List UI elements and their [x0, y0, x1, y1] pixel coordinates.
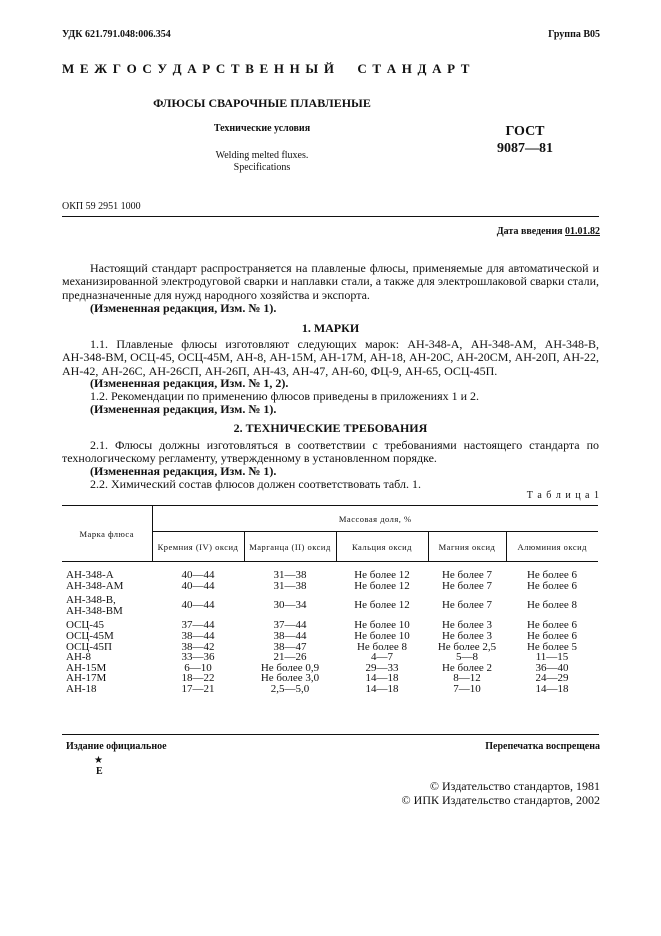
- brand-cell: АН-15М: [66, 661, 107, 674]
- value-cell: 38—47: [273, 640, 307, 653]
- value-cell: 14—18: [535, 682, 569, 695]
- section1-heading: 1. МАРКИ: [301, 321, 360, 335]
- composition-table: [62, 505, 598, 695]
- value-cell: 37—44: [181, 619, 215, 632]
- section1-edit1: (Измененная редакция, Изм. № 1, 2).: [90, 376, 289, 390]
- table-caption: Т а б л и ц а 1: [526, 490, 600, 501]
- value-cell: 7—10: [453, 682, 481, 695]
- value-cell: Не более 12: [354, 579, 410, 592]
- value-cell: 40—44: [181, 579, 215, 592]
- value-cell: 4—7: [371, 651, 393, 664]
- value-cell: Не более 12: [336, 562, 428, 581]
- footer-divider: [62, 734, 599, 735]
- header-divider: [62, 216, 599, 217]
- value-cell: Не более 3: [441, 629, 493, 642]
- page-subtitle: Технические условия: [213, 123, 311, 134]
- table-row: [62, 684, 598, 695]
- value-cell: Не более 2,5: [437, 640, 497, 653]
- intro-date-label: Дата введения: [496, 226, 565, 237]
- table-row: [62, 591, 598, 616]
- table-row: [62, 562, 598, 581]
- intro-date: [497, 226, 600, 237]
- english-title-line1: Welding melted fluxes.: [215, 150, 309, 161]
- value-cell: Не более 3,0: [260, 672, 320, 685]
- table-row: [62, 631, 598, 642]
- column-header-aluminum: Алюминия оксид: [506, 532, 598, 562]
- value-cell: Не более 3: [441, 619, 493, 632]
- section1-paragraph1: 1.1. Плавленые флюсы изготовляют следующих марок: АН-348-А, АН-348-АМ, АН-348-В, АН-348-ВМ, ОСЦ-45, ОСЦ-45М, АН-8, АН-15М, АН-17М, АН-18, АН-20С, АН-20СМ, АН-20П, АН-22, АН-42, АН-26С, АН-26СП, АН-26П, АН-43, АН-47, АН-60, ФЦ-9, АН-65, ОСЦ-45П.: [62, 337, 599, 378]
- value-cell: 5—8: [456, 651, 478, 664]
- brand-cell: ОСЦ-45П: [66, 640, 112, 653]
- gost-label: ГОСТ: [505, 124, 545, 139]
- section2-paragraph2: 2.2. Химический состав флюсов должен соответствовать табл. 1.: [90, 477, 421, 491]
- column-header-manganese: Марганца (II) оксид: [244, 532, 336, 562]
- page-title: ФЛЮСЫ СВАРОЧНЫЕ ПЛАВЛЕНЫЕ: [153, 96, 371, 110]
- value-cell: Не более 7: [441, 579, 493, 592]
- value-cell: 14—18: [365, 672, 399, 685]
- value-cell: 18—22: [181, 672, 215, 685]
- copyright-1981: © Издательство стандартов, 1981: [429, 779, 600, 793]
- star-mark: ★: [94, 755, 103, 766]
- value-cell: 30—34: [273, 599, 307, 612]
- value-cell: Не более 5: [526, 640, 578, 653]
- value-cell: 38—44: [273, 629, 307, 642]
- brand-cell: ОСЦ-45: [66, 619, 105, 632]
- value-cell: 38—42: [181, 640, 215, 653]
- intro-date-value: 01.01.82: [565, 226, 600, 237]
- value-cell: Не более 10: [354, 619, 410, 632]
- value-cell: Не более 6: [526, 629, 578, 642]
- value-cell: 6—10: [184, 661, 212, 674]
- english-title-line2: Specifications: [233, 162, 291, 173]
- value-cell: Не более 12: [354, 599, 410, 612]
- value-cell: 37—44: [273, 619, 307, 632]
- brand-cell: АН-348-АМ: [66, 579, 124, 592]
- table-row: [62, 673, 598, 684]
- udk-code: УДК 621.791.048:006.354: [62, 29, 171, 40]
- brand-cell: АН-348-В, АН-348-ВМ: [66, 594, 123, 617]
- table-row: [62, 652, 598, 663]
- column-header-magnesium: Магния оксид: [428, 532, 506, 562]
- column-group-header: Массовая доля, %: [152, 506, 598, 532]
- value-cell: 17—21: [181, 682, 215, 695]
- edition-letter: Е: [96, 766, 103, 777]
- value-cell: Не более 6: [526, 579, 578, 592]
- value-cell: 8—12: [453, 672, 481, 685]
- brand-cell: АН-8: [66, 651, 92, 664]
- value-cell: 31—38: [244, 562, 336, 581]
- brand-cell: ОСЦ-45М: [66, 629, 114, 642]
- value-cell: 2,5—5,0: [270, 682, 310, 695]
- gost-number: 9087—81: [497, 141, 553, 156]
- value-cell: 40—44: [152, 562, 244, 581]
- value-cell: Не более 7: [441, 599, 493, 612]
- value-cell: 36—40: [535, 661, 569, 674]
- value-cell: 33—36: [181, 651, 215, 664]
- value-cell: 21—26: [273, 651, 307, 664]
- value-cell: Не более 6: [506, 562, 598, 581]
- value-cell: Не более 6: [526, 619, 578, 632]
- brand-cell: АН-17М: [66, 672, 107, 685]
- section1-edit2: (Измененная редакция, Изм. № 1).: [90, 402, 277, 416]
- value-cell: 24—29: [535, 672, 569, 685]
- value-cell: 38—44: [181, 629, 215, 642]
- value-cell: Не более 7: [428, 562, 506, 581]
- copyright-2002: © ИПК Издательство стандартов, 2002: [401, 793, 600, 807]
- value-cell: 11—15: [535, 651, 569, 664]
- intro-paragraph: Настоящий стандарт распространяется на плавленые флюсы, применяемые для автоматической и механизированной электродуговой сварки и наплавки стали, а также для электрошлаковой сварки стали, предназначенные для нужд народного хозяйства и экспорта.: [62, 261, 599, 302]
- table-row: [62, 616, 598, 631]
- table-row: [62, 642, 598, 653]
- intro-edit-note: (Измененная редакция, Изм. № 1).: [90, 301, 277, 315]
- value-cell: 40—44: [181, 599, 215, 612]
- reprint-notice: Перепечатка воспрещена: [485, 741, 600, 752]
- brand-cell: АН-18: [66, 682, 97, 695]
- value-cell: Не более 8: [526, 599, 578, 612]
- standard-banner: М Е Ж Г О С У Д А Р С Т В Е Н Н Ы Й С Т А Н Д А Р Т: [62, 61, 471, 76]
- column-header-silicon: Кремния (IV) оксид: [152, 532, 244, 562]
- column-header-calcium: Кальция оксид: [336, 532, 428, 562]
- value-cell: Не более 10: [354, 629, 410, 642]
- value-cell: Не более 8: [356, 640, 408, 653]
- section2-paragraph1: 2.1. Флюсы должны изготовляться в соответствии с требованиями настоящего стандарта по технологическому регламенту, утвержденному в установленном порядке.: [62, 438, 599, 466]
- value-cell: Не более 2: [441, 661, 493, 674]
- official-edition: Издание официальное: [66, 741, 167, 752]
- value-cell: 31—38: [273, 579, 307, 592]
- section2-edit1: (Измененная редакция, Изм. № 1).: [90, 464, 277, 478]
- table-row: [62, 663, 598, 674]
- column-header-brand: Марка флюса: [62, 506, 152, 562]
- table-row: [62, 581, 598, 592]
- section1-paragraph2: 1.2. Рекомендации по применению флюсов приведены в приложениях 1 и 2.: [90, 389, 480, 403]
- brand-cell: АН-348-А: [62, 562, 152, 581]
- value-cell: Не более 0,9: [260, 661, 320, 674]
- okp-code: ОКП 59 2951 1000: [62, 201, 141, 212]
- value-cell: 14—18: [365, 682, 399, 695]
- value-cell: 29—33: [365, 661, 399, 674]
- section2-heading: 2. ТЕХНИЧЕСКИЕ ТРЕБОВАНИЯ: [233, 421, 428, 435]
- group-code: Группа В05: [548, 29, 600, 40]
